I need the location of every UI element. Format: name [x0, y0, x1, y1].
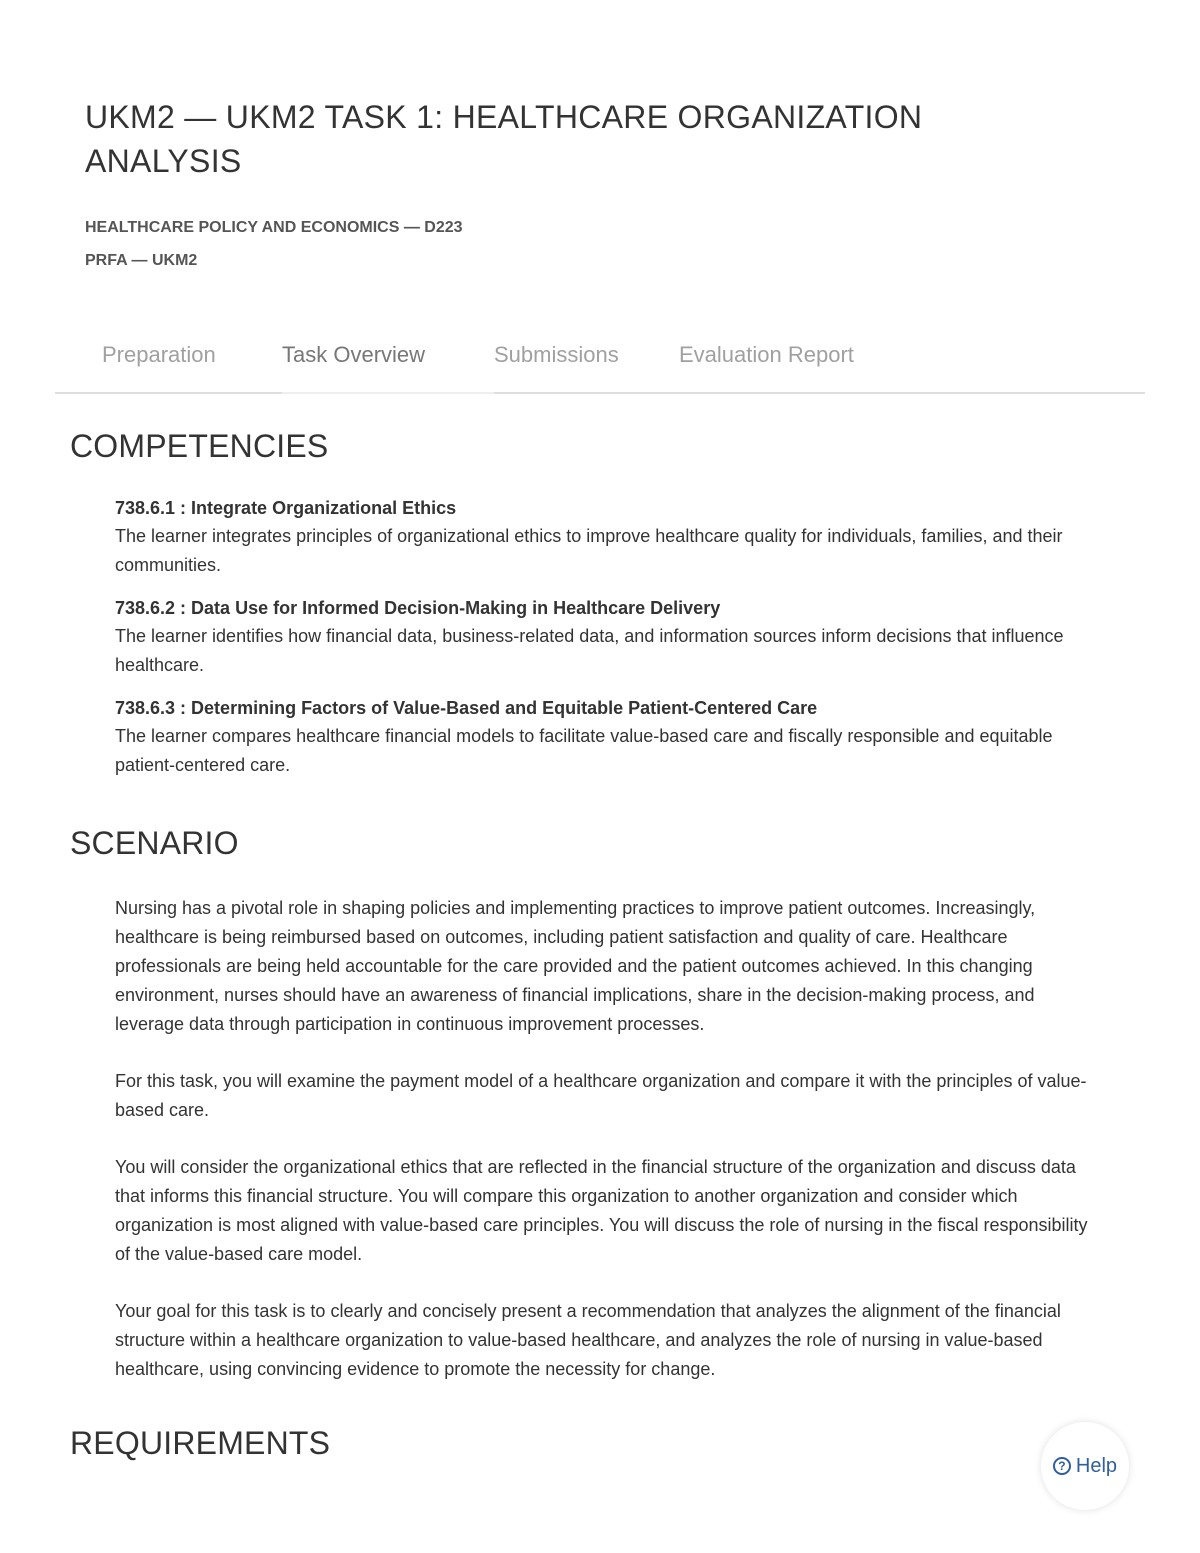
tab-submissions[interactable]: Submissions	[494, 342, 619, 367]
help-button[interactable]	[1041, 1422, 1129, 1510]
competency-description: The learner identifies how financial data, business-related data, and information sources inform decisions that influence healthcare.	[115, 626, 1064, 675]
competency-item	[115, 694, 1090, 780]
competencies-title: COMPETENCIES	[70, 428, 329, 464]
competencies-section	[70, 426, 1090, 794]
task-header	[85, 95, 1005, 277]
scenario-title: SCENARIO	[70, 825, 239, 861]
course-info	[85, 211, 1005, 277]
competency-heading: 738.6.3 : Determining Factors of Value-Based and Equitable Patient-Centered Care	[115, 698, 818, 718]
scenario-paragraph: Nursing has a pivotal role in shaping policies and implementing practices to improve patient outcomes. Increasingly, healthcare is being reimbursed based on outcomes, including patient satisfaction and quality of care. Healthcare professionals are being held accountable for the care provided and the patient outcomes achieved. In this changing environment, nurses should have an awareness of financial implications, share in the decision-making process, and leverage data through participation in continuous improvement processes.	[115, 898, 1036, 1034]
page-title: UKM2 — UKM2 TASK 1: HEALTHCARE ORGANIZATION ANALYSIS	[85, 99, 923, 179]
competency-item	[115, 594, 1090, 680]
course-name: HEALTHCARE POLICY AND ECONOMICS — D223	[85, 219, 463, 236]
competency-heading: 738.6.1 : Integrate Organizational Ethics	[115, 498, 457, 518]
task-tabs	[55, 326, 1145, 394]
tab-evaluation-report[interactable]: Evaluation Report	[679, 342, 854, 367]
scenario-paragraph: Your goal for this task is to clearly and concisely present a recommendation that analyzes the alignment of the financial structure within a healthcare organization to value-based healthcare, and analyzes the role of nursing in value-based healthcare, using convincing evidence to promote the necessity for change.	[115, 1301, 1061, 1379]
scenario-section	[70, 823, 1090, 1412]
scenario-body	[70, 894, 1090, 1384]
question-circle-icon: ?	[1053, 1457, 1071, 1475]
competency-description: The learner integrates principles of organizational ethics to improve healthcare quality for individuals, families, and their communities.	[115, 526, 1063, 575]
requirements-title: REQUIREMENTS	[70, 1425, 331, 1461]
tab-task-overview[interactable]: Task Overview	[282, 326, 494, 394]
competency-heading: 738.6.2 : Data Use for Informed Decision-Making in Healthcare Delivery	[115, 598, 721, 618]
requirements-section	[70, 1423, 1090, 1463]
scenario-paragraph: You will consider the organizational ethics that are reflected in the financial structure of the organization and discuss data that informs this financial structure. You will compare this organization to another organization and consider which organization is most aligned with value-based care principles. You will discuss the role of nursing in the fiscal responsibility of the value-based care model.	[115, 1157, 1088, 1264]
assessment-code: PRFA — UKM2	[85, 252, 198, 269]
competency-description: The learner compares healthcare financial models to facilitate value-based care and fiscally responsible and equitable patient-centered care.	[115, 726, 1053, 775]
competency-list	[115, 494, 1090, 780]
tab-preparation[interactable]: Preparation	[102, 342, 216, 367]
help-label: Help	[1075, 1454, 1118, 1477]
scenario-paragraph: For this task, you will examine the payment model of a healthcare organization and compare it with the principles of value-based care.	[115, 1071, 1087, 1120]
competency-item	[115, 494, 1090, 580]
